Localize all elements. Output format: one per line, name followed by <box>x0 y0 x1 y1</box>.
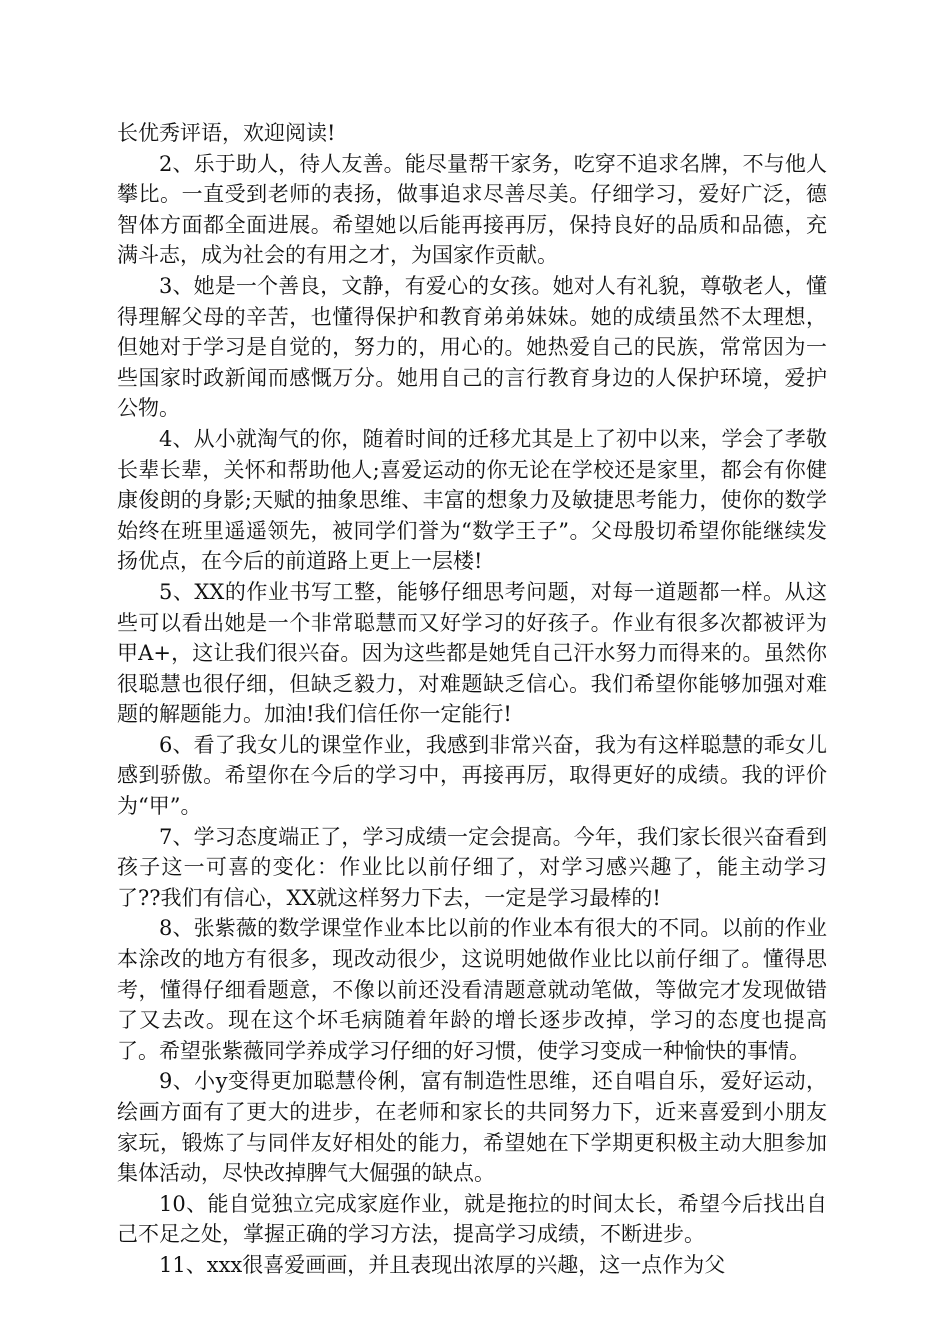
paragraph-comment-9: 9、小y变得更加聪慧伶俐，富有制造性思维，还自唱自乐，爱好运动，绘画方面有了更大的进步，在老师和家长的共同努力下，近来喜爱到小朋友家玩，锻炼了与同伴友好相处的能力，希望她在下学期更积极主动大胆参加集体活动，尽快改掉脾气大倔强的缺点。 <box>117 1069 827 1186</box>
paragraph-comment-7: 7、学习态度端正了，学习成绩一定会提高。今年，我们家长很兴奋看到孩子这一可喜的变化：作业比以前仔细了，对学习感兴趣了，能主动学习了??我们有信心，XX就这样努力下去，一定是学习最棒的! <box>117 824 827 910</box>
paragraph-comment-3: 3、她是一个善良，文静，有爱心的女孩。她对人有礼貌，尊敬老人，懂得理解父母的辛苦，也懂得保护和教育弟弟妹妹。她的成绩虽然不太理想，但她对于学习是自觉的，努力的，用心的。她热爱自己的民族，常常因为一些国家时政新闻而感慨万分。她用自己的言行教育身边的人保护环境，爱护公物。 <box>117 273 827 421</box>
paragraph-comment-6: 6、看了我女儿的课堂作业，我感到非常兴奋，我为有这样聪慧的乖女儿感到骄傲。希望你在今后的学习中，再接再厉，取得更好的成绩。我的评价为“甲”。 <box>117 732 827 819</box>
paragraph-comment-8: 8、张紫薇的数学课堂作业本比以前的作业本有很大的不同。以前的作业本涂改的地方有很多，现改动很少，这说明她做作业比以前仔细了。懂得思考，懂得仔细看题意，不像以前还没看清题意就动笔做，等做完才发现做错了又去改。现在这个坏毛病随着年龄的增长逐步改掉，学习的态度也提高了。希望张紫薇同学养成学习仔细的好习惯，使学习变成一种愉快的事情。 <box>117 916 827 1063</box>
paragraph-comment-11: 11、xxx很喜爱画画，并且表现出浓厚的兴趣，这一点作为父 <box>159 1252 726 1277</box>
paragraph-comment-5: 5、XX的作业书写工整，能够仔细思考问题，对每一道题都一样。从这些可以看出她是一个非常聪慧而又好学习的好孩子。作业有很多次都被评为甲A+，这让我们很兴奋。因为这些都是她凭自己汗水努力而得来的。虽然你很聪慧也很仔细，但缺乏毅力，对难题缺乏信心。我们希望你能够加强对难题的解题能力。加油!我们信任你一定能行! <box>117 579 827 727</box>
paragraph-intro-tail: 长优秀评语，欢迎阅读! <box>117 121 336 145</box>
document-body <box>117 118 827 1281</box>
paragraph-comment-2: 2、乐于助人，待人友善。能尽量帮干家务，吃穿不追求名牌，不与他人攀比。一直受到老师的表扬，做事追求尽善尽美。仔细学习，爱好广泛，德智体方面都全面进展。希望她以后能再接再厉，保持良好的品质和品德，充满斗志，成为社会的有用之才，为国家作贡献。 <box>117 151 827 268</box>
paragraph-comment-10: 10、能自觉独立完成家庭作业，就是拖拉的时间太长，希望今后找出自己不足之处，掌握正确的学习方法，提高学习成绩，不断进步。 <box>117 1191 827 1247</box>
paragraph-comment-4: 4、从小就淘气的你，随着时间的迁移尤其是上了初中以来，学会了孝敬长辈长辈，关怀和帮助他人;喜爱运动的你无论在学校还是家里，都会有你健康俊朗的身影;天赋的抽象思维、丰富的想象力及敏捷思考能力，使你的数学始终在班里遥遥领先，被同学们誉为“数学王子”。父母殷切希望你能继续发扬优点，在今后的前道路上更上一层楼! <box>117 426 827 574</box>
